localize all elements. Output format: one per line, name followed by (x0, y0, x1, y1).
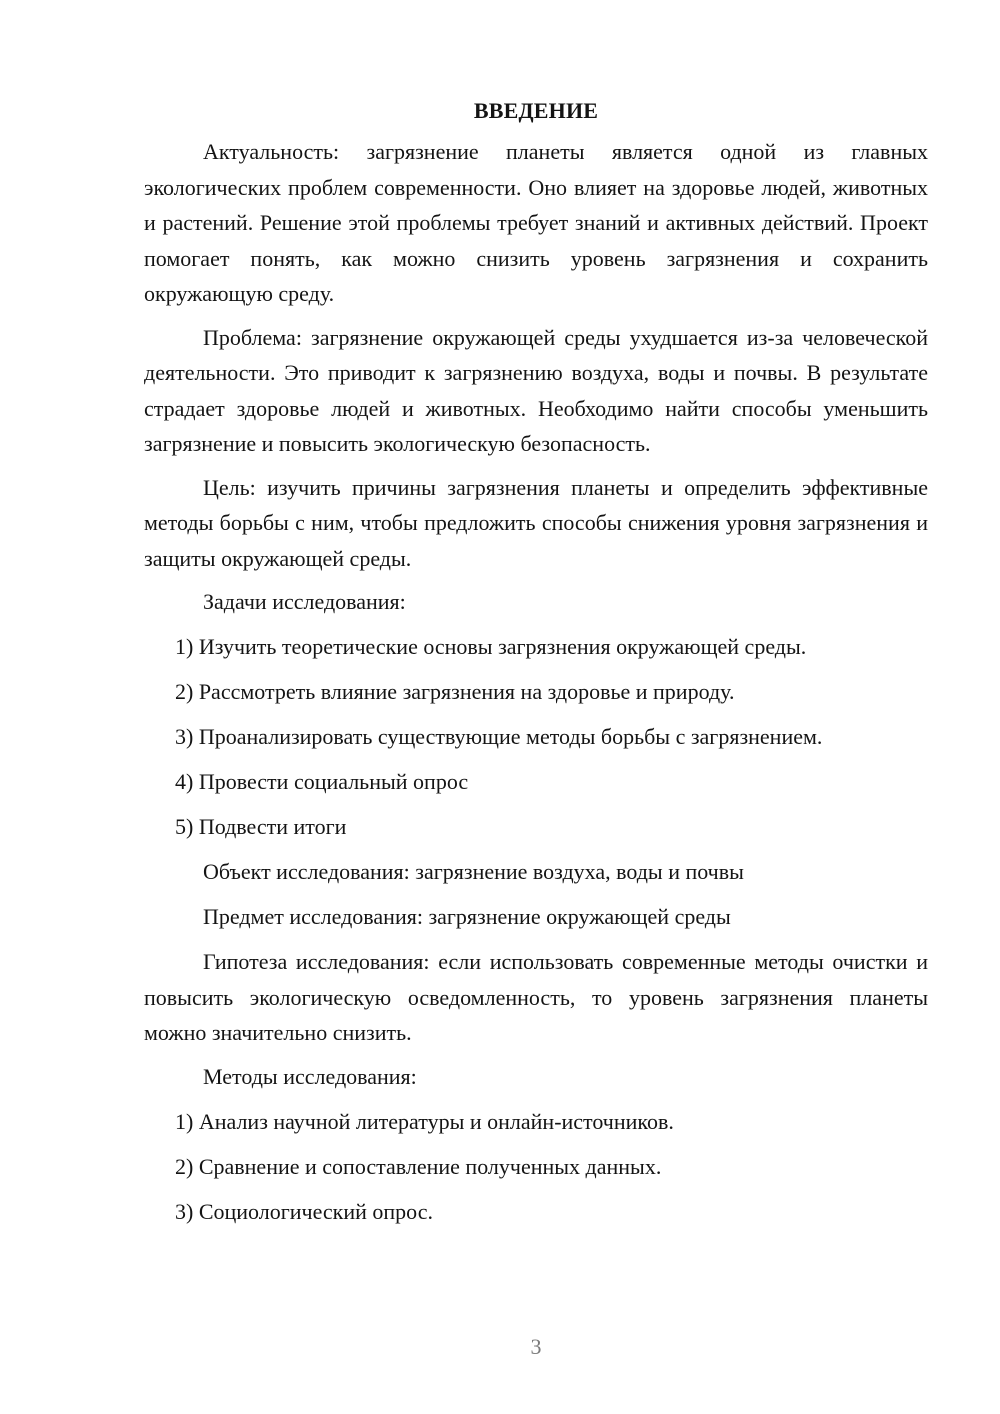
method-item: 1) Анализ научной литературы и онлайн-источников. (175, 1108, 674, 1134)
research-object: Объект исследования: загрязнение воздуха, воды и почвы (203, 859, 744, 884)
section-title: ВВЕДЕНИЕ (473, 98, 599, 123)
relevance-paragraph: Актуальность: загрязнение планеты является одной из главных экологических проблем современности. Оно влияет на здоровье людей, животных и растений. Решение этой проблемы требует знаний и активных действий. Проект помогает понять, как можно снизить уровень загрязнения и сохранить окружающую среду. (144, 139, 928, 306)
task-item: 5) Подвести итоги (175, 814, 347, 839)
task-item: 3) Проанализировать существующие методы борьбы с загрязнением. (175, 724, 823, 749)
page-number: 3 (530, 1334, 542, 1359)
method-item: 3) Социологический опрос. (175, 1198, 433, 1224)
method-item: 2) Сравнение и сопоставление полученных данных. (175, 1153, 662, 1179)
tasks-heading: Задачи исследования: (203, 589, 406, 614)
page-content (144, 96, 928, 1239)
task-item: 2) Рассмотреть влияние загрязнения на здоровье и природу. (175, 679, 735, 704)
methods-heading: Методы исследования: (203, 1063, 417, 1089)
hypothesis-paragraph: Гипотеза исследования: если использовать современные методы очистки и повысить экологическую осведомленность, то уровень загрязнения планеты можно значительно снизить. (144, 949, 928, 1045)
problem-paragraph: Проблема: загрязнение окружающей среды ухудшается из-за человеческой деятельности. Это приводит к загрязнению воздуха, воды и почвы. В результате страдает здоровье людей и животных. Необходимо найти способы уменьшить загрязнение и повысить экологическую безопасность. (144, 324, 928, 456)
task-item: 4) Провести социальный опрос (175, 769, 469, 794)
goal-paragraph: Цель: изучить причины загрязнения планеты и определить эффективные методы борьбы с ним, чтобы предложить способы снижения уровня загрязнения и защиты окружающей среды. (144, 474, 928, 571)
task-item: 1) Изучить теоретические основы загрязнения окружающей среды. (175, 634, 807, 659)
research-subject: Предмет исследования: загрязнение окружающей среды (203, 904, 731, 929)
